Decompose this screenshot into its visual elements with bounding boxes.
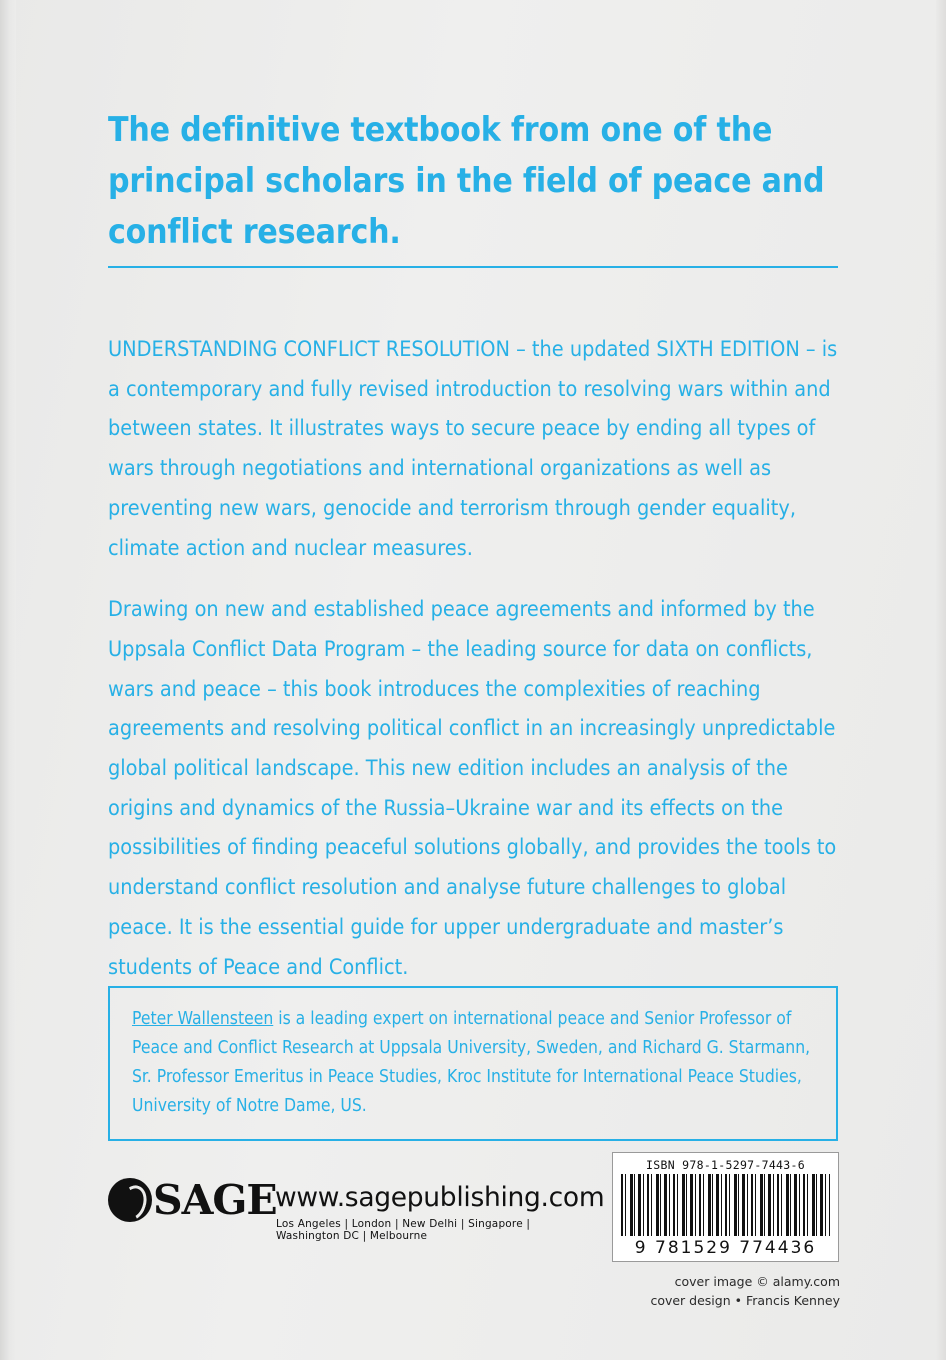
barcode — [612, 1152, 839, 1262]
cover-content — [108, 0, 838, 1360]
cover-right-edge-shading — [936, 0, 946, 1360]
blurb-paragraph-2: Drawing on new and established peace agreements and informed by the Uppsala Conflict Data Program – the leading source for data on conflicts, wars and peace – this book introduces the complexities of reaching agreements and resolving political conflict in an increasingly unpredictable global political landscape. This new edition includes an analysis of the origins and dynamics of the Russia–Ukraine war and its effects on the possibilities of finding peaceful solutions globally, and provides the tools to understand conflict resolution and analyse future challenges to global peace. It is the essential guide for upper undergraduate and master’s students of Peace and Conflict. — [108, 597, 837, 980]
sage-logo — [108, 1178, 277, 1222]
barcode-bars — [621, 1174, 830, 1236]
headline-text: The definitive textbook from one of the principal scholars in the field of peace and conflict research. — [108, 110, 825, 251]
barcode-digits: 9 781529 774436 — [634, 1238, 817, 1258]
blurb-text — [108, 330, 840, 1009]
publisher-block — [108, 1176, 605, 1248]
horizontal-divider — [108, 266, 838, 268]
cover-left-edge-shading — [0, 0, 16, 1360]
author-bio-box — [108, 986, 838, 1141]
sage-wordmark: SAGE — [153, 1176, 277, 1224]
cover-design-credit: cover design • Francis Kenney — [650, 1293, 840, 1308]
blurb-paragraph-1: UNDERSTANDING CONFLICT RESOLUTION – the updated SIXTH EDITION – is a contemporary and fully revised introduction to resolving wars within and between states. It illustrates ways to secure peace by ending all types of wars through negotiations and international organizations as well as preventing new wars, genocide and terrorism through gender equality, climate action and nuclear measures. — [108, 337, 838, 561]
isbn-label: ISBN 978-1-5297-7443-6 — [646, 1158, 805, 1172]
author-name: Peter Wallensteen — [132, 1009, 274, 1029]
publisher-website: www.sagepublishing.com — [275, 1182, 605, 1213]
author-bio-text: is a leading expert on international peace and Senior Professor of Peace and Conflict Research at Uppsala University, Sweden, and Richard G. Starmann, Sr. Professor Emeritus in Peace Studies, Kroc Institute for International Peace Studies, University of Notre Dame, US. — [132, 1009, 811, 1116]
cover-credits — [528, 1272, 840, 1310]
cover-image-credit: cover image © alamy.com — [674, 1274, 840, 1289]
author-bio-paragraph — [132, 1005, 814, 1121]
publisher-offices: Los Angeles | London | New Delhi | Singapore | Washington DC | Melbourne — [276, 1218, 531, 1242]
sage-swirl-icon — [108, 1178, 152, 1222]
